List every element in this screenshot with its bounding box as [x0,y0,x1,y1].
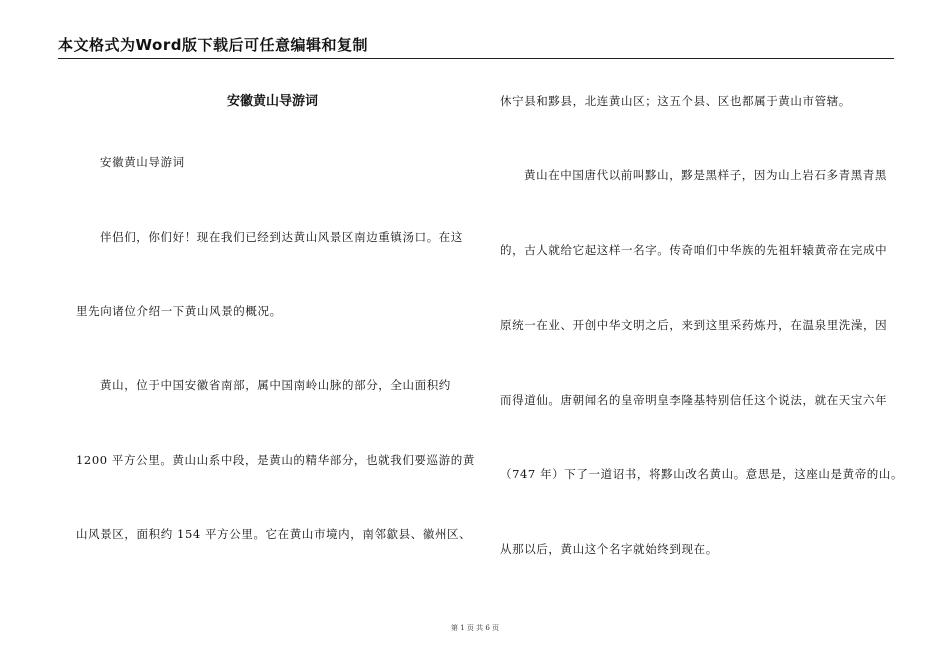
paragraph-line: 山风景区，面积约 154 平方公里。它在黄山市境内，南邻歙县、徽州区、 [76,527,472,541]
paragraph-line: 原统一在业、开创中华文明之后，来到这里采药炼丹，在温泉里洗澡，因 [500,318,888,332]
paragraph-line: 伴侣们，你们好！现在我们已经到达黄山风景区南边重镇汤口。在这 [100,230,463,244]
paragraph-line: 而得道仙。唐朝闻名的皇帝明皇李隆基特别信任这个说法，就在天宝六年 [500,393,888,407]
paragraph-line: 1200 平方公里。黄山山系中段，是黄山的精华部分，也就我们要巡游的黄 [76,453,475,467]
header-text: 本文格式为Word版下载后可任意编辑和复制 [58,36,368,54]
document-title: 安徽黄山导游词 [226,94,318,109]
page-header [58,32,894,59]
paragraph-line: （747 年）下了一道诏书，将黟山改名黄山。意思是，这座山是黄帝的山。 [500,467,904,481]
paragraph-line: 黄山在中国唐代以前叫黟山，黟是黑样子，因为山上岩石多青黑青黑 [524,168,887,182]
paragraph-line: 里先向诸位介绍一下黄山风景的概况。 [76,304,282,318]
paragraph-line: 安徽黄山导游词 [100,155,185,169]
paragraph-line: 休宁县和黟县，北连黄山区；这五个县、区也都属于黄山市管辖。 [500,94,851,108]
paragraph-line: 从那以后，黄山这个名字就始终到现在。 [500,542,718,556]
paragraph-line: 黄山，位于中国安徽省南部，属中国南岭山脉的部分，全山面积约 [100,378,451,392]
paragraph-line: 的，古人就给它起这样一名字。传奇咱们中华族的先祖轩辕黄帝在完成中 [500,243,888,257]
page-footer: 第 1 页 共 6 页 [450,624,500,632]
